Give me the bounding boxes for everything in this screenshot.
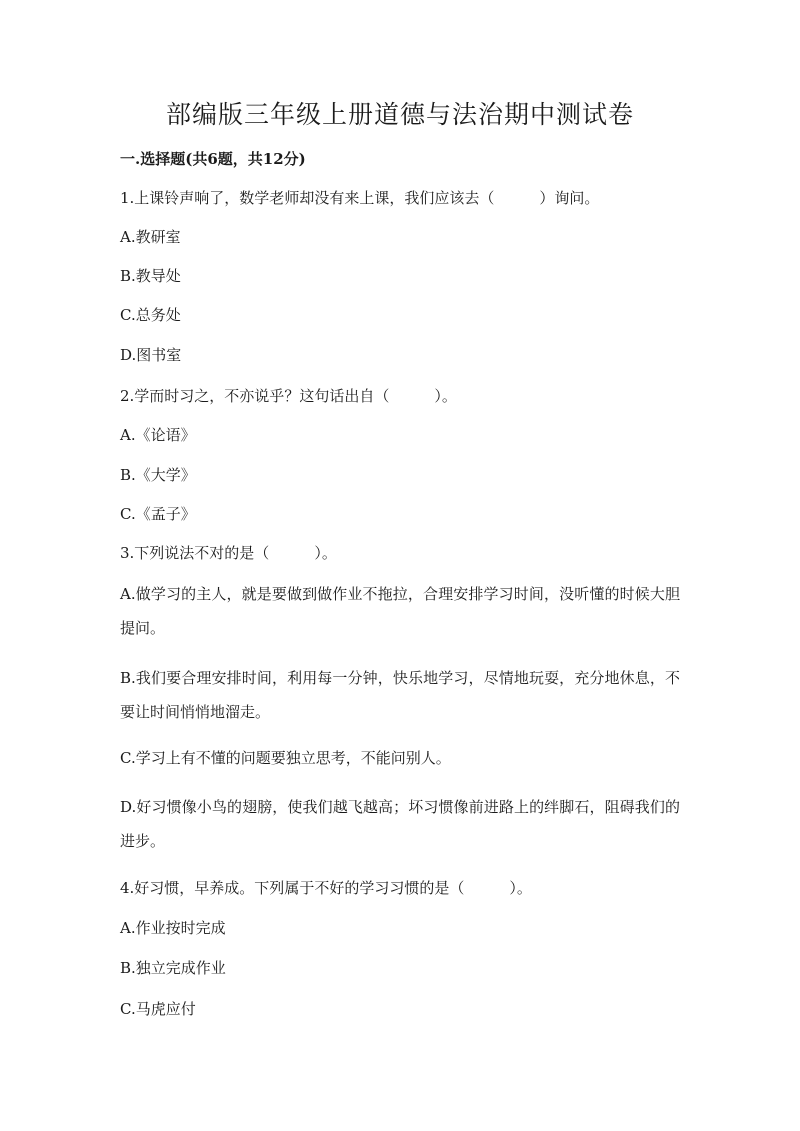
question-1-option-d: D.图书室 [120, 346, 182, 364]
question-2-option-c: C.《孟子》 [120, 505, 196, 523]
question-4-option-c: C.马虎应付 [120, 1000, 196, 1018]
question-1-option-b: B.教导处 [120, 267, 181, 285]
question-1-option-c: C.总务处 [120, 306, 181, 324]
question-2-option-b: B.《大学》 [120, 466, 196, 484]
question-1-option-a: A.教研室 [120, 228, 181, 246]
question-3-option-d: D.好习惯像小鸟的翅膀，使我们越飞越高；坏习惯像前进路上的绊脚石，阻碍我们的进步。 [120, 798, 680, 850]
question-4-option-b: B.独立完成作业 [120, 959, 226, 977]
question-3-option-a: A.做学习的主人，就是要做到做作业不拖拉，合理安排学习时间，没听懂的时候大胆提问。 [120, 585, 680, 637]
question-1-stem: 1.上课铃声响了，数学老师却没有来上课，我们应该去（ ）询问。 [120, 189, 600, 207]
question-4-stem: 4.好习惯，早养成。下列属于不好的学习习惯的是（ ）。 [120, 879, 532, 897]
question-2-option-a: A.《论语》 [120, 426, 196, 444]
question-2-stem: 2.学而时习之，不亦说乎？这句话出自（ ）。 [120, 387, 457, 405]
question-3-stem: 3.下列说法不对的是（ ）。 [120, 544, 337, 562]
section-heading: 一.选择题(共6题，共12分) [120, 150, 306, 168]
page-title: 部编版三年级上册道德与法治期中测试卷 [165, 100, 634, 129]
question-3-option-c: C.学习上有不懂的问题要独立思考，不能问别人。 [120, 749, 451, 767]
question-3-option-b: B.我们要合理安排时间，利用每一分钟，快乐地学习，尽情地玩耍，充分地休息，不要让时间悄悄地溜走。 [120, 669, 680, 721]
question-4-option-a: A.作业按时完成 [120, 919, 226, 937]
